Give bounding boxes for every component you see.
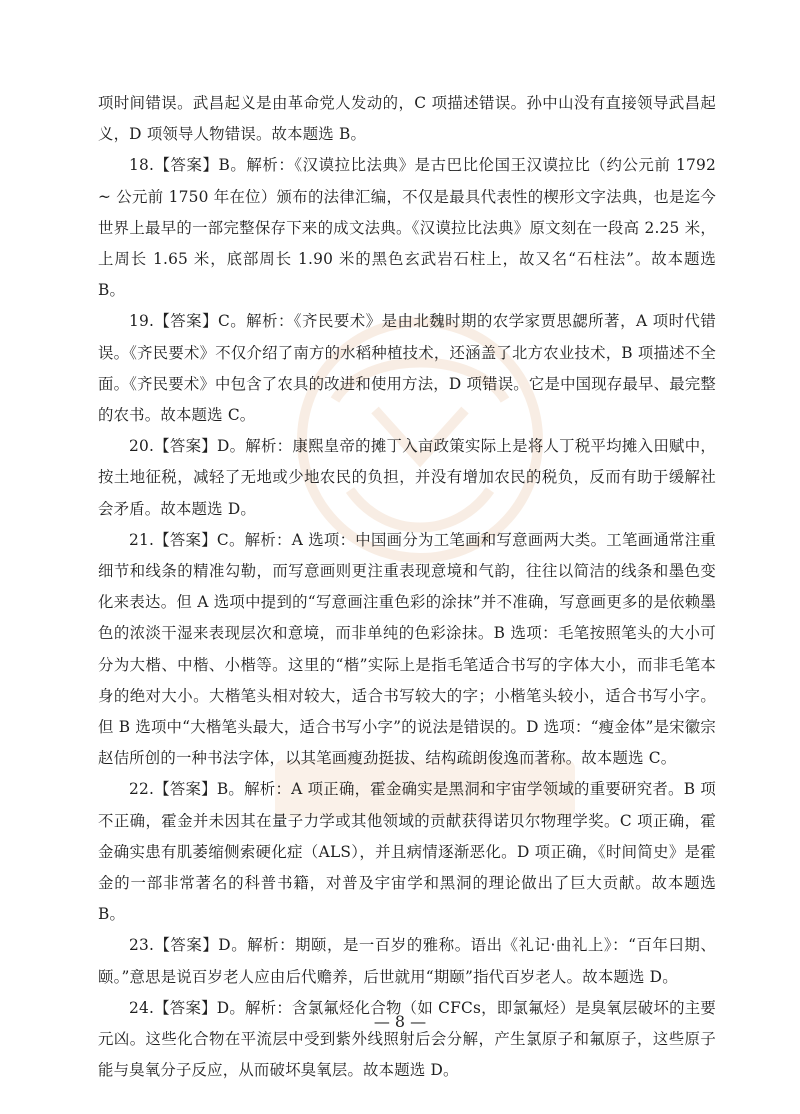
question-20-explanation: 20.【答案】D。解析：康熙皇帝的摊丁入亩政策实际上是将人丁税平均摊入田赋中，按土地征税，减轻了无地或少地农民的负担，并没有增加农民的税负，反而有助于缓解社会矛盾。故本题选 D。 [98, 437, 716, 518]
question-24-explanation: 24.【答案】D。解析：含氯氟烃化合物（如 CFCs，即氯氟烃）是臭氧层破坏的主要元凶。这些化合物在平流层中受到紫外线照射后会分解，产生氯原子和氟原子，这些原子能与臭氧分子反应，从而破坏臭氧层。故本题选 D。 [98, 998, 716, 1080]
question-23-explanation: 23.【答案】D。解析：期颐，是一百岁的雅称。语出《礼记·曲礼上》：“百年曰期、颐。”意思是说百岁老人应由后代赡养，后世就用“期颐”指代百岁老人。故本题选 D。 [98, 936, 716, 986]
paragraph-continuation: 项时间错误。武昌起义是由革命党人发动的，C 项描述错误。孙中山没有直接领导武昌起义，D 项领导人物错误。故本题选 B。 [98, 94, 716, 144]
question-21-explanation: 21.【答案】C。解析：A 选项：中国画分为工笔画和写意画两大类。工笔画通常注重细节和线条的精准勾勒，而写意画则更注重表现意境和气韵，往往以简洁的线条和墨色变化来表达。但 A 选项中提到的“写意画注重色彩的涂抹”并不准确，写意画更多的是依赖墨色的浓淡干湿来表现层次和意境，而非单纯的色彩涂抹。B 选项：毛笔按照笔头的大小可分为大楷、中楷、小楷等。这里的“楷”实际上是指毛笔适合书写的字体大小，而非毛笔本身的绝对大小。大楷笔头相对较大，适合书写较大的字；小楷笔头较小，适合书写小字。但 B 选项中“大楷笔头最大，适合书写小字”的说法是错误的。D 选项：“瘦金体”是宋徽宗赵佶所创的一种书法字体，以其笔画瘦劲挺拔、结构疏朗俊逸而著称。故本题选 C。 [98, 530, 716, 768]
page-number: — 8 — [373, 1012, 427, 1031]
answer-explanations [98, 88, 716, 1087]
question-22-explanation: 22.【答案】B。解析：A 项正确，霍金确实是黑洞和宇宙学领域的重要研究者。B 项不正确，霍金并未因其在量子力学或其他领域的贡献获得诺贝尔物理学奖。C 项正确，霍金确实患有肌萎缩侧索硬化症（ALS），并且病情逐渐恶化。D 项正确，《时间简史》是霍金的一部非常著名的科普书籍，对普及宇宙学和黑洞的理论做出了巨大贡献。故本题选 B。 [98, 780, 716, 924]
question-18-explanation: 18.【答案】B。解析：《汉谟拉比法典》是古巴比伦国王汉谟拉比（约公元前 1792 ~ 公元前 1750 年在位）颁布的法律汇编，不仅是最具代表性的楔形文字法典，也是迄今世界上最早的一部完整保存下来的成文法典。《汉谟拉比法典》原文刻在一段高 2.25 米，上周长 1.65 米，底部周长 1.90 米的黑色玄武岩石柱上，故又名“石柱法”。故本题选 B。 [98, 156, 716, 300]
question-19-explanation: 19.【答案】C。解析：《齐民要术》是由北魏时期的农学家贾思勰所著，A 项时代错误。《齐民要术》不仅介绍了南方的水稻种植技术，还涵盖了北方农业技术，B 项描述不全面。《齐民要术》中包含了农具的改进和使用方法，D 项错误。它是中国现存最早、最完整的农书。故本题选 C。 [98, 312, 716, 425]
